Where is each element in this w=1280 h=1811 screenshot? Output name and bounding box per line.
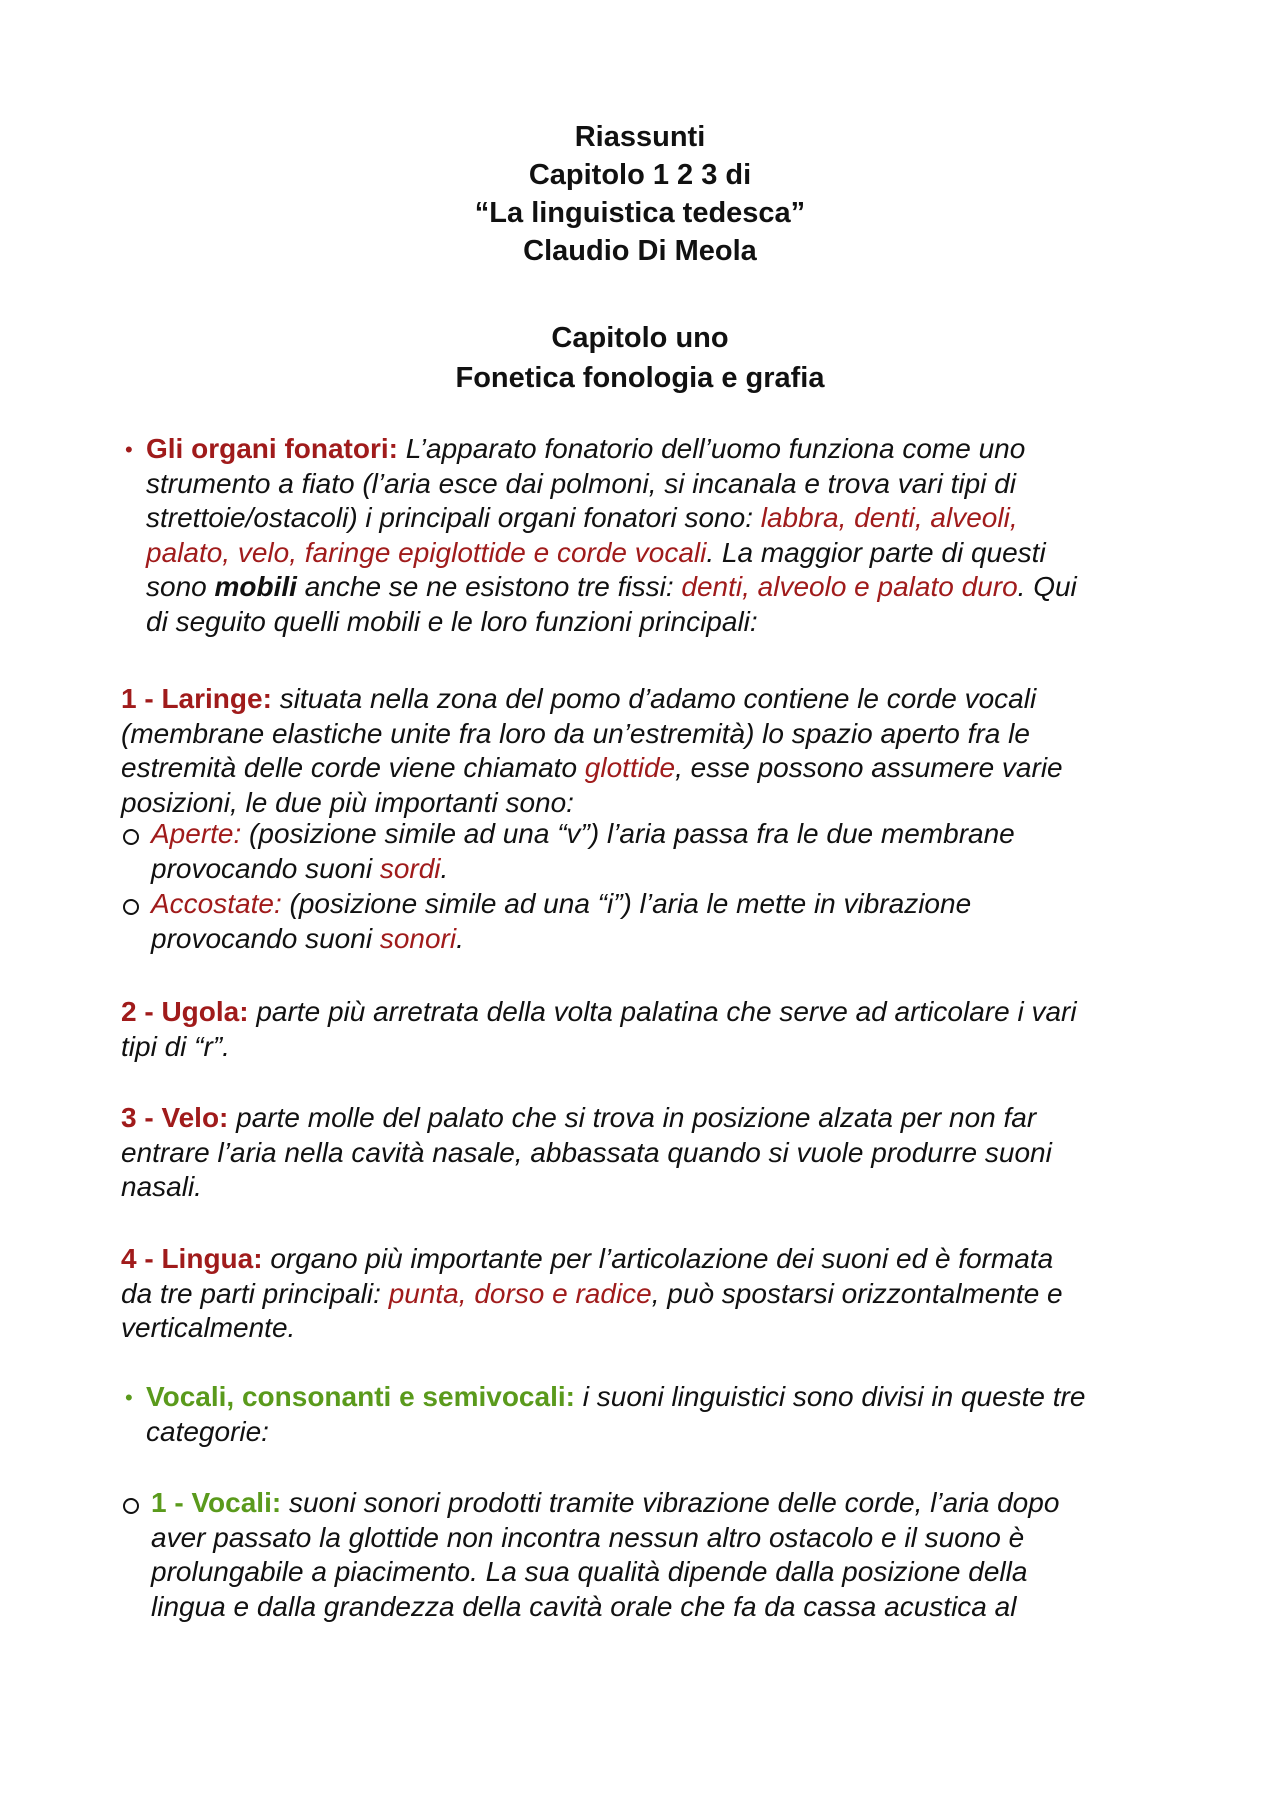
document-title xyxy=(0,118,1280,270)
bullet-dot-icon: • xyxy=(125,1385,133,1410)
aperte-item: Aperte: (posizione simile ad una “v”) l’aria passa fra le due membrane provocando suoni sordi. xyxy=(151,818,1015,884)
chapter-line-1: Capitolo uno xyxy=(551,322,729,354)
laringe-paragraph: 1 - Laringe: situata nella zona del pomo d’adamo contiene le corde vocali (membrane elastiche unite fra loro da un’estremità) lo spazio aperto fra le estremità delle corde viene chiamato glottide, esse possono assumere varie posizioni, le due più importanti sono: xyxy=(121,683,1063,818)
circle-bullet-icon xyxy=(123,899,139,915)
title-line-3: “La linguistica tedesca” xyxy=(474,197,806,229)
velo-paragraph: 3 - Velo: parte molle del palato che si trova in posizione alzata per non far entrare l’aria nella cavità nasale, abbassata quando si vuole produrre suoni nasali. xyxy=(121,1102,1052,1203)
chapter-heading xyxy=(0,318,1280,398)
vocali-intro-paragraph: Vocali, consonanti e semivocali: i suoni linguistici sono divisi in queste tre categorie: xyxy=(146,1381,1086,1447)
title-line-1: Riassunti xyxy=(574,121,706,153)
vocali-intro-label: Vocali, consonanti e semivocali: xyxy=(146,1381,575,1412)
vocali-label: 1 - Vocali: xyxy=(151,1487,282,1518)
chapter-line-2: Fonetica fonologia e grafia xyxy=(455,362,825,394)
ugola-paragraph: 2 - Ugola: parte più arretrata della volta palatina che serve ad articolare i vari tipi di “r”. xyxy=(121,996,1077,1062)
organi-paragraph: Gli organi fonatori: L’apparato fonatorio dell’uomo funziona come uno strumento a fiato (l’aria esce dai polmoni, si incanala e trova vari tipi di strettoie/ostacoli) i principali organi fonatori sono: labbra, denti, alveoli, palato, velo, faringe epiglottide e corde vocali. La maggior parte di questi sono mobili anche se ne esistono tre fissi: denti, alveolo e palato duro. Qui di seguito quelli mobili e le loro funzioni principali: xyxy=(146,433,1077,637)
title-line-4: Claudio Di Meola xyxy=(523,235,757,267)
ugola-label: 2 - Ugola: xyxy=(121,996,249,1027)
velo-label: 3 - Velo: xyxy=(121,1102,229,1133)
lingua-label: 4 - Lingua: xyxy=(121,1243,263,1274)
organi-label: Gli organi fonatori: xyxy=(146,433,398,464)
lingua-paragraph: 4 - Lingua: organo più importante per l’articolazione dei suoni ed è formata da tre parti principali: punta, dorso e radice, può spostarsi orizzontalmente e verticalmente. xyxy=(121,1243,1063,1344)
accostate-item: Accostate: (posizione simile ad una “i”) l’aria le mette in vibrazione provocando suoni sonori. xyxy=(151,888,972,954)
laringe-label: 1 - Laringe: xyxy=(121,683,272,714)
title-line-2: Capitolo 1 2 3 di xyxy=(528,159,752,191)
circle-bullet-icon xyxy=(123,829,139,845)
circle-bullet-icon xyxy=(123,1498,139,1514)
bullet-dot-icon: • xyxy=(125,437,133,462)
vocali-item: 1 - Vocali: suoni sonori prodotti tramite vibrazione delle corde, l’aria dopo aver passato la glottide non incontra nessun altro ostacolo e il suono è prolungabile a piacimento. La sua qualità dipende dalla posizione della lingua e dalla grandezza della cavità orale che fa da cassa acustica al xyxy=(151,1487,1060,1622)
